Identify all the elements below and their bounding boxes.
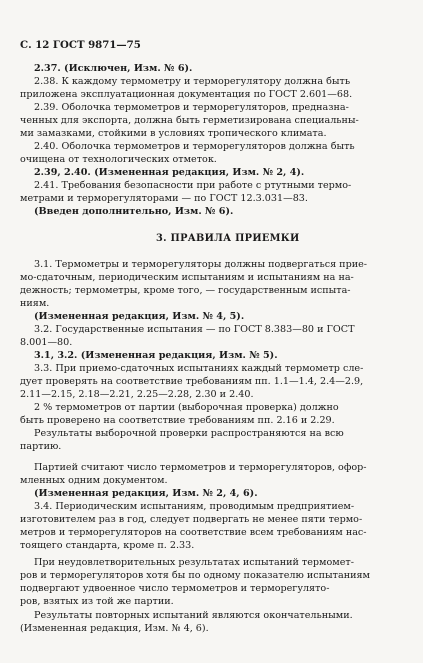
- text-line: (Измененная редакция, Изм. № 2, 4, 6).: [34, 488, 258, 499]
- text-line: подвергают удвоенное число термометров и терморегулято-: [20, 583, 330, 594]
- text-line: метров и терморегуляторов на соответствие всем требованиям нас-: [20, 527, 367, 538]
- text-line: Результаты выборочной проверки распространяются на всю: [34, 428, 344, 439]
- text-line: 2.41. Требования безопасности при работе с ртутными термо-: [34, 180, 352, 191]
- text-line: (Измененная редакция, Изм. № 4, 6).: [20, 623, 209, 634]
- text-line: Партией считают число термометров и терморегуляторов, офор-: [34, 462, 367, 473]
- section-heading: 3. ПРАВИЛА ПРИЕМКИ: [156, 233, 300, 244]
- text-line: 2 % термометров от партии (выборочная проверка) должно: [34, 402, 339, 413]
- text-line: изготовителем раз в год, следует подвергать не менее пяти термо-: [20, 514, 363, 525]
- text-line: 8.001—80.: [20, 337, 73, 348]
- text-line: ми замазками, стойкими в условиях тропического климата.: [20, 128, 327, 139]
- text-line: 2.40. Оболочка термометров и терморегуляторов должна быть: [34, 141, 355, 152]
- text-line: 2.37. (Исключен, Изм. № 6).: [34, 63, 193, 74]
- text-line: метрами и терморегуляторами — по ГОСТ 12.3.031—83.: [20, 193, 308, 204]
- text-line: 3.4. Периодическим испытаниям, проводимым предприятием-: [34, 501, 355, 512]
- text-line: дежность; термометры, кроме того, — государственным испыта-: [20, 285, 351, 296]
- text-line: 2.39. Оболочка термометров и терморегуляторов, предназна-: [34, 102, 349, 113]
- text-line: тоящего стандарта, кроме п. 2.33.: [20, 540, 195, 551]
- text-line: ченных для экспорта, должна быть герметизирована специальны-: [20, 115, 359, 126]
- text-line: ров, взятых из той же партии.: [20, 596, 174, 607]
- text-line: партию.: [20, 441, 62, 452]
- text-line: 3.2. Государственные испытания — по ГОСТ 8.383—80 и ГОСТ: [34, 324, 355, 335]
- text-line: (Введен дополнительно, Изм. № 6).: [34, 206, 234, 217]
- text-line: (Измененная редакция, Изм. № 4, 5).: [34, 311, 245, 322]
- text-line: ниям.: [20, 298, 50, 309]
- text-line: 3.1. Термометры и терморегуляторы должны подвергаться прие-: [34, 259, 368, 270]
- text-line: быть проверено на соответствие требованиям пп. 2.16 и 2.29.: [20, 415, 335, 426]
- text-line: При неудовлетворительных результатах испытаний термомет-: [34, 557, 354, 568]
- text-line: мленных одним документом.: [20, 475, 168, 486]
- text-line: приложена эксплуатационная документация по ГОСТ 2.601—68.: [20, 89, 353, 100]
- text-line: 3.1, 3.2. (Измененная редакция, Изм. № 5).: [34, 350, 278, 361]
- text-line: мо-сдаточным, периодическим испытаниям и испытаниям на на-: [20, 272, 354, 283]
- page-header: С. 12 ГОСТ 9871—75: [20, 39, 141, 51]
- text-line: очищена от технологических отметок.: [20, 154, 217, 165]
- text-line: 3.3. При приемо-сдаточных испытаниях каждый термометр сле-: [34, 363, 364, 374]
- text-line: ров и терморегуляторов хотя бы по одному показателю испытаниям: [20, 570, 370, 581]
- text-line: 2.11—2.15, 2.18—2.21, 2.25—2.28, 2.30 и 2.40.: [20, 389, 254, 400]
- text-line: Результаты повторных испытаний являются окончательными.: [34, 610, 353, 621]
- text-line: дует проверять на соответствие требованиям пп. 1.1—1.4, 2.4—2.9,: [20, 376, 364, 387]
- text-line: 2.39, 2.40. (Измененная редакция, Изм. № 2, 4).: [34, 167, 305, 178]
- text-line: 2.38. К каждому термометру и терморегулятору должна быть: [34, 76, 351, 87]
